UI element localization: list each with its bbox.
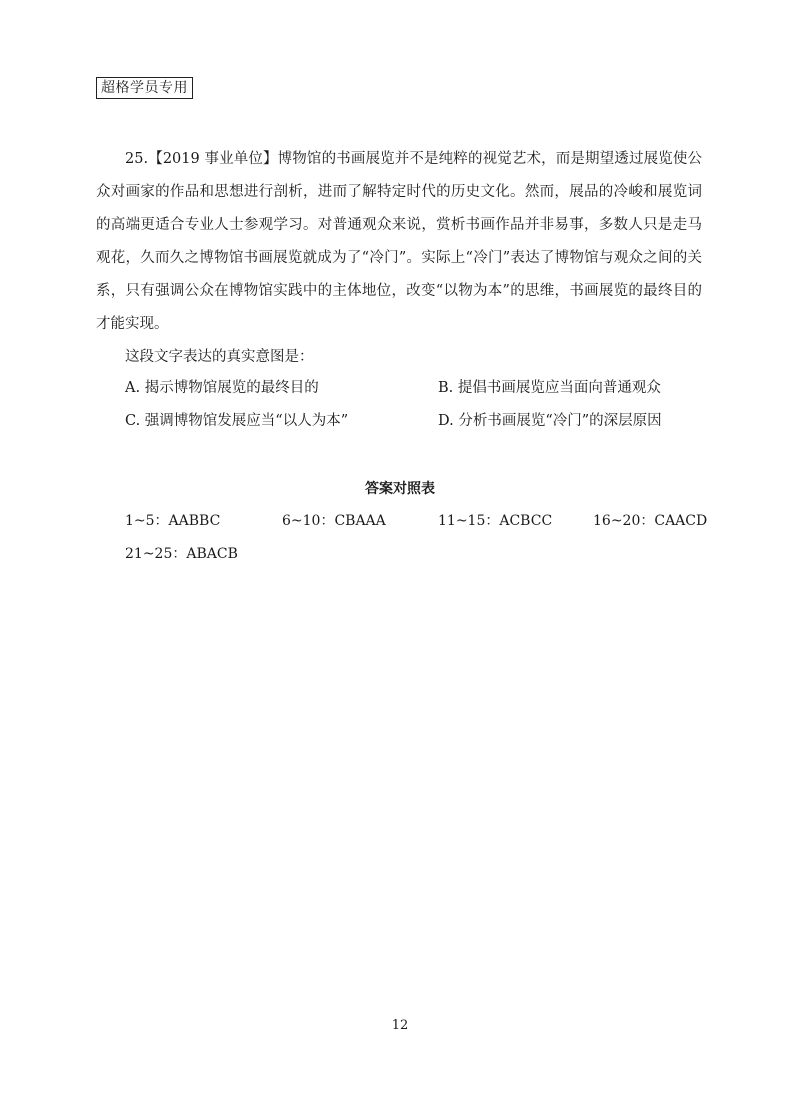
answer-table-title: 答案对照表 — [365, 481, 435, 497]
question-text: 25.【2019 事业单位】博物馆的书画展览并不是纯粹的视觉艺术，而是期望透过展览使公众对画家的作品和思想进行剖析，进而了解特定时代的历史文化。然而，展品的冷峻和展览词的高端更适合专业人士参观学习。对普通观众来说，赏析书画作品并非易事，多数人只是走马观花，久而久之博物馆书画展览就成为了“冷门”。实际上“冷门”表达了博物馆与观众之间的关系，只有强调公众在博物馆实践中的主体地位，改变“以物为本”的思维，书画展览的最终目的才能实现。 — [96, 151, 702, 332]
question-passage — [96, 143, 702, 341]
page-number: 12 — [391, 1018, 409, 1033]
option-a[interactable]: A. 揭示博物馆展览的最终目的 — [125, 380, 319, 396]
question-stem: 这段文字表达的真实意图是： — [125, 349, 314, 365]
answer-group: 16~20：CAACD — [593, 513, 708, 529]
trainee-only-badge: 超格学员专用 — [96, 77, 193, 99]
answer-group: 1~5：AABBC — [125, 513, 221, 529]
option-d[interactable]: D. 分析书画展览“冷门”的深层原因 — [438, 413, 662, 429]
answer-group: 6~10：CBAAA — [282, 513, 386, 529]
option-b[interactable]: B. 提倡书画展览应当面向普通观众 — [438, 380, 661, 396]
option-c[interactable]: C. 强调博物馆发展应当“以人为本” — [125, 413, 349, 429]
answer-group: 11~15：ACBCC — [438, 513, 553, 529]
answer-group: 21~25：ABACB — [125, 546, 238, 562]
